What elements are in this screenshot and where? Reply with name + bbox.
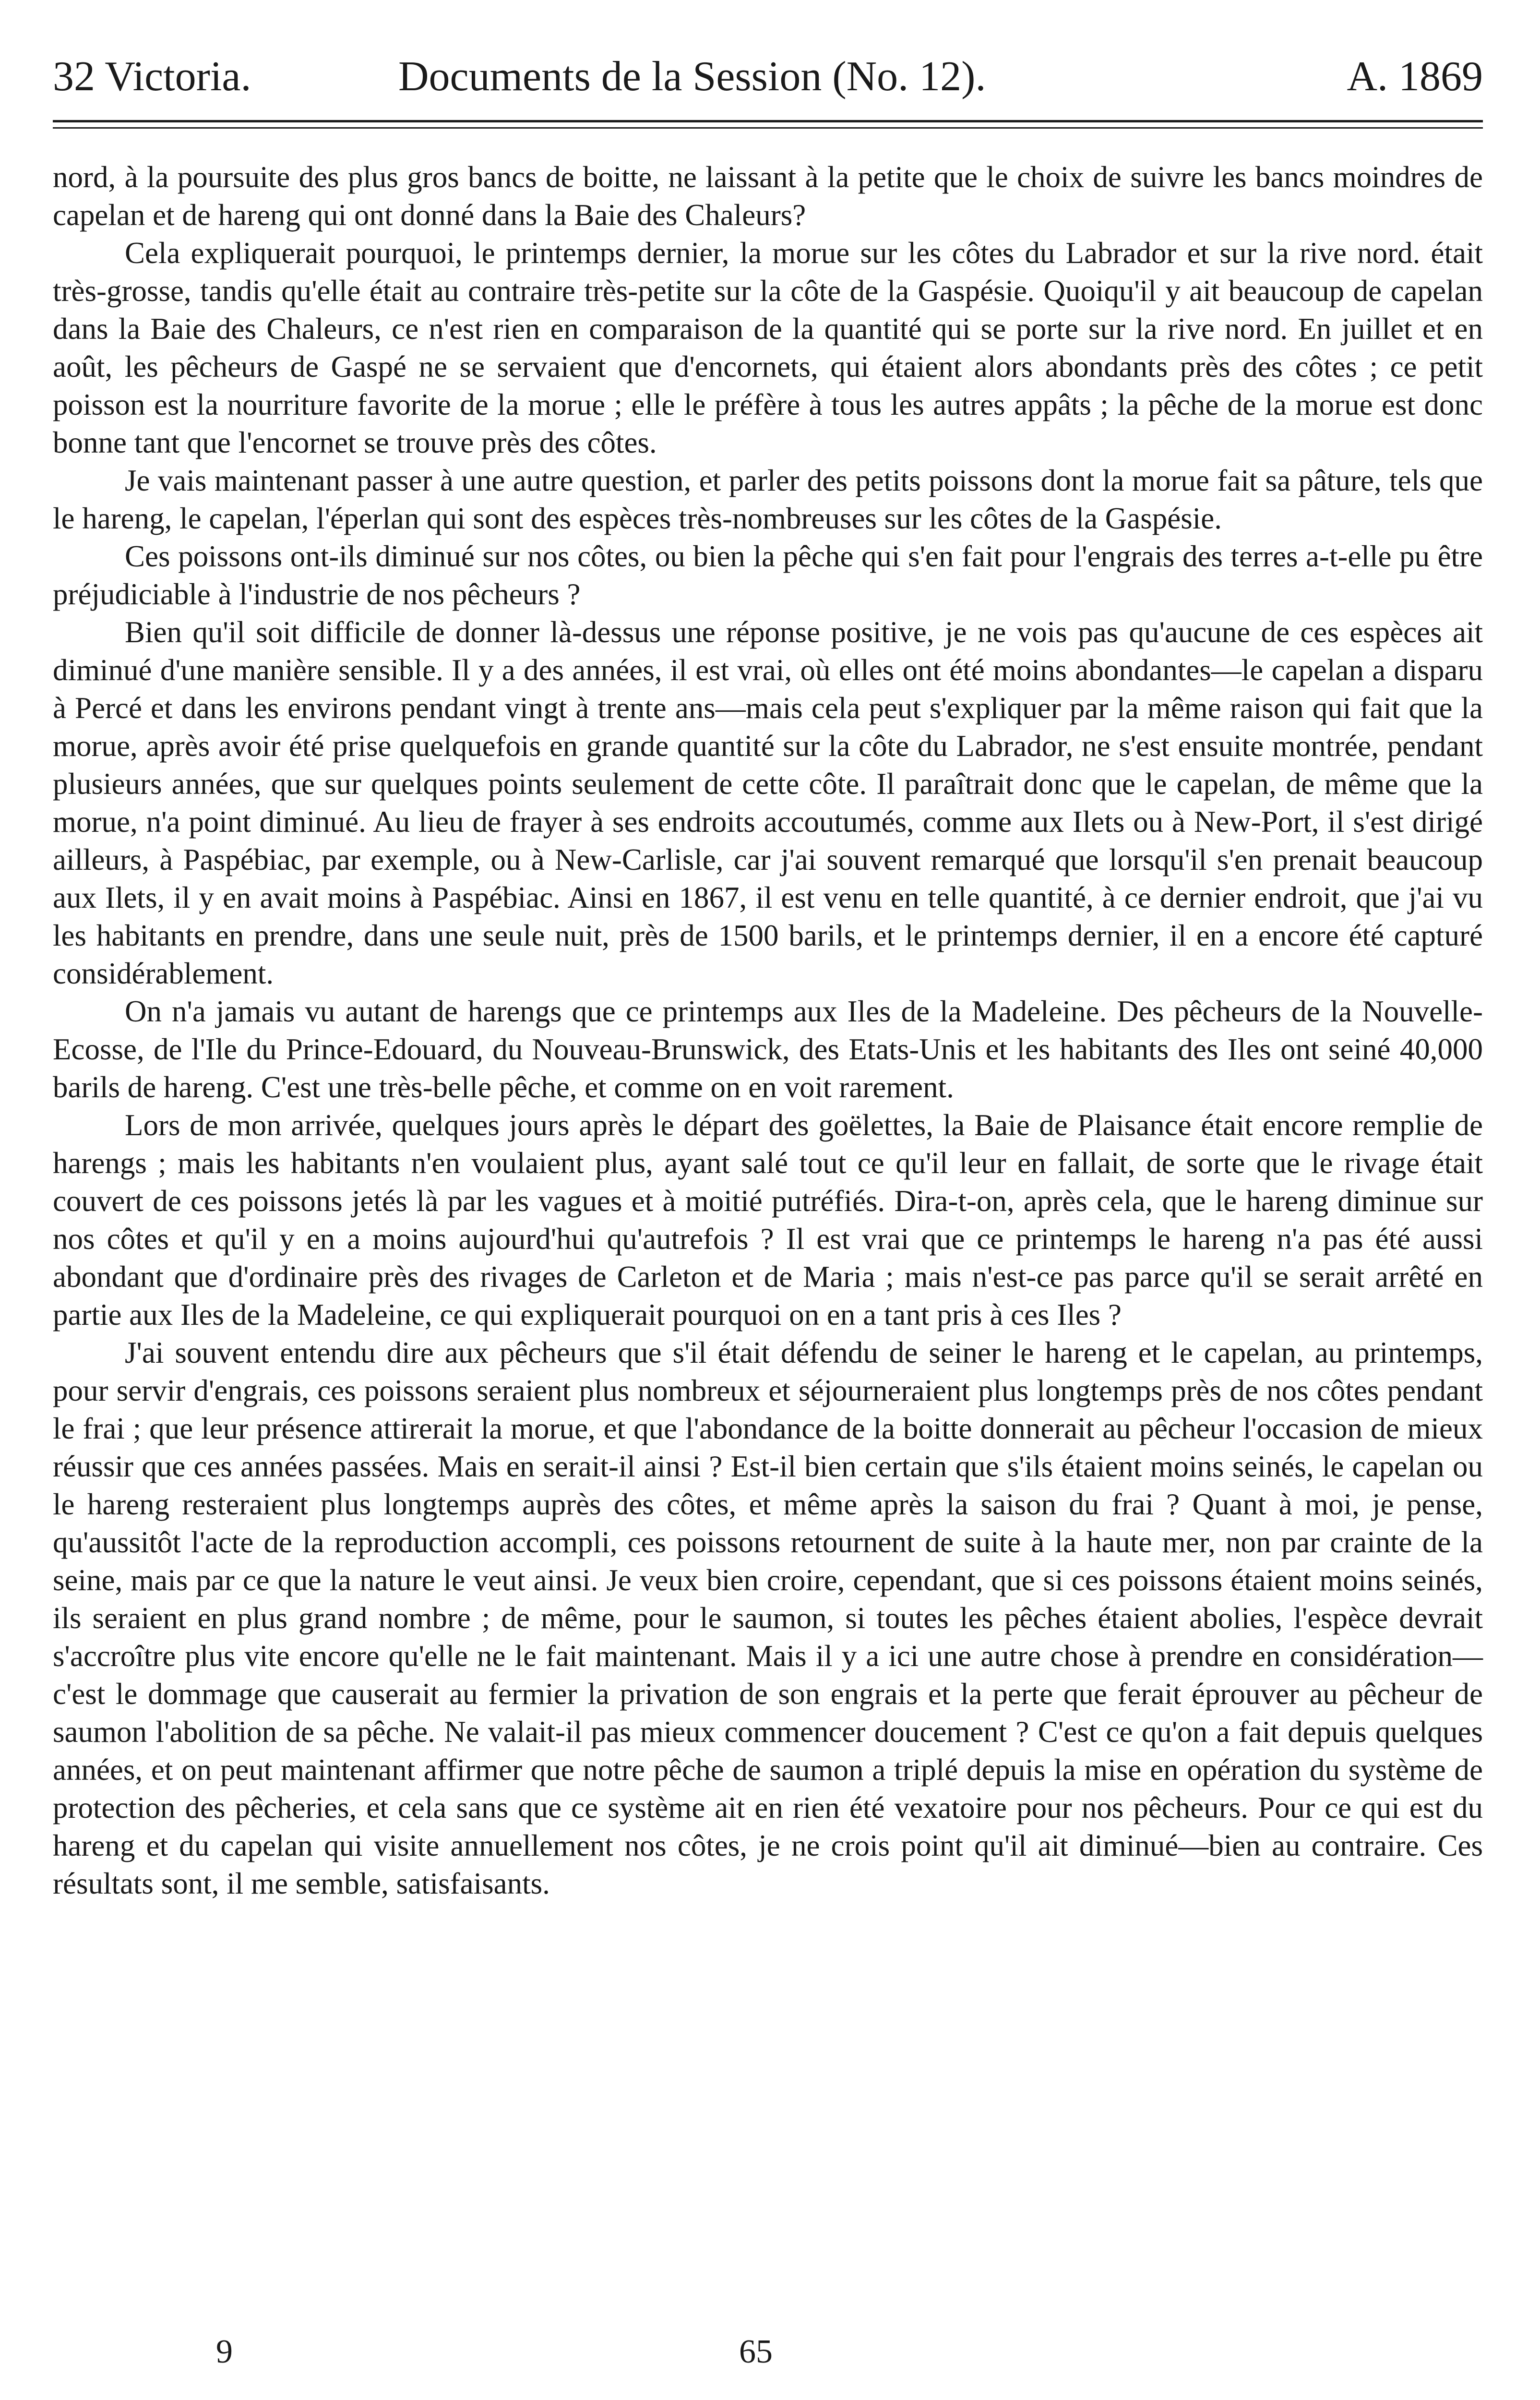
running-header xyxy=(53,48,1483,106)
page-footer xyxy=(53,2333,1483,2381)
paragraph: J'ai souvent entendu dire aux pêcheurs que s'il était défendu de seiner le hareng et le capelan, au printemps, pour servir d'engrais, ces poissons seraient plus nombreux et séjourneraient plus longtemps près de nos côtes pendant le frai ; que leur présence attirerait la morue, et que l'abondance de la boitte donnerait au pêcheur l'occasion de mieux réussir que ces années passées. Mais en serait-il ainsi ? Est-il bien certain que s'ils étaient moins seinés, le capelan ou le hareng resteraient plus longtemps auprès des côtes, et même après la saison du frai ? Quant à moi, je pense, qu'aussitôt l'acte de la reproduction accompli, ces poissons retournent de suite à la haute mer, non par crainte de la seine, mais par ce que la nature le veut ainsi. Je veux bien croire, cependant, que si ces poissons étaient moins seinés, ils seraient en plus grand nombre ; de même, pour le saumon, si toutes les pêches étaient abolies, l'espèce devrait s'accroître plus vite encore qu'elle ne le fait maintenant. Mais il y a ici une autre chose à prendre en considération—c'est le dommage que causerait au fermier la privation de son engrais et la perte que ferait éprouver au pêcheur de saumon l'abolition de sa pêche. Ne valait-il pas mieux commencer doucement ? C'est ce qu'on a fait depuis quelques années, et on peut maintenant affirmer que notre pêche de saumon a triplé depuis la mise en opération du système de protection des pêcheries, et cela sans que ce système ait en rien été vexatoire pour nos pêcheurs. Pour ce qui est du hareng et du capelan qui visite annuellement nos côtes, je ne crois point qu'il ait diminué—bien au contraire. Ces résultats sont, il me semble, satisfaisants. xyxy=(53,1336,1483,1900)
paragraph: Je vais maintenant passer à une autre question, et parler des petits poissons dont la morue fait sa pâture, tels que le hareng, le capelan, l'éperlan qui sont des espèces très-nombreuses sur les côtes de la Gaspésie. xyxy=(53,464,1483,535)
header-year: A. 1869 xyxy=(1347,53,1483,100)
document-page xyxy=(53,48,1483,2400)
header-rule-top xyxy=(53,120,1483,122)
paragraph: Cela expliquerait pourquoi, le printemps dernier, la morue sur les côtes du Labrador et sur la rive nord. était très-grosse, tandis qu'elle était au contraire très-petite sur la côte de la Gaspésie. Quoiqu'il y ait beaucoup de capelan dans la Baie des Chaleurs, ce n'est rien en comparaison de la quantité qui se porte sur la rive nord. En juillet et en août, les pêcheurs de Gaspé ne se servaient que d'encornets, qui étaient alors abondants près des côtes ; ce petit poisson est la nourriture favorite de la morue ; elle le préfère à tous les autres appâts ; la pêche de la morue est donc bonne tant que l'encornet se trouve près des côtes. xyxy=(53,236,1483,459)
paragraph: Ces poissons ont-ils diminué sur nos côtes, ou bien la pêche qui s'en fait pour l'engrais des terres a-t-elle pu être préjudiciable à l'industrie de nos pêcheurs ? xyxy=(53,540,1483,611)
page-number: 65 xyxy=(739,2333,773,2370)
paragraph: On n'a jamais vu autant de harengs que ce printemps aux Iles de la Madeleine. Des pêcheurs de la Nouvelle-Ecosse, de l'Ile du Prince-Edouard, du Nouveau-Brunswick, des Etats-Unis et les habitants des Iles ont seiné 40,000 barils de hareng. C'est une très-belle pêche, et comme on en voit rarement. xyxy=(53,995,1483,1104)
paragraph: Lors de mon arrivée, quelques jours après le départ des goëlettes, la Baie de Plaisance était encore remplie de harengs ; mais les habitants n'en voulaient plus, ayant salé tout ce qu'il leur en fallait, de sorte que le rivage était couvert de ces poissons jetés là par les vagues et à moitié putréfiés. Dira-t-on, après cela, que le hareng diminue sur nos côtes et qu'il y en a moins aujourd'hui qu'autrefois ? Il est vrai que ce printemps le hareng n'a pas été aussi abondant que d'ordinaire près des rivages de Carleton et de Maria ; mais n'est-ce pas parce qu'il se serait arrêté en partie aux Iles de la Madeleine, ce qui expliquerait pourquoi on en a tant pris à ces Iles ? xyxy=(53,1108,1483,1332)
paragraph: Bien qu'il soit difficile de donner là-dessus une réponse positive, je ne vois pas qu'aucune de ces espèces ait diminué d'une manière sensible. Il y a des années, il est vrai, où elles ont été moins abondantes—le capelan a disparu à Percé et dans les environs pendant vingt à trente ans—mais cela peut s'expliquer par la même raison qui fait que la morue, après avoir été prise quelquefois en grande quantité sur la côte du Labrador, ne s'est ensuite montrée, pendant plusieurs années, que sur quelques points seulement de cette côte. Il paraîtrait donc que le capelan, de même que la morue, n'a point diminué. Au lieu de frayer à ses endroits accoutumés, comme aux Ilets ou à New-Port, il s'est dirigé ailleurs, à Paspébiac, par exemple, ou à New-Carlisle, car j'ai souvent remarqué que lorsqu'il s'en prenait beaucoup aux Ilets, il y en avait moins à Paspébiac. Ainsi en 1867, il est venu en telle quantité, à ce dernier endroit, que j'ai vu les habitants en prendre, dans une seule nuit, près de 1500 barils, et le printemps dernier, il en a encore été capturé considérablement. xyxy=(53,615,1483,990)
signature-mark: 9 xyxy=(216,2333,233,2370)
header-double-rule xyxy=(53,120,1483,139)
header-rule-bottom xyxy=(53,127,1483,129)
header-volume: 32 Victoria. xyxy=(53,53,251,100)
paragraph: nord, à la poursuite des plus gros bancs de boitte, ne laissant à la petite que le choix de suivre les bancs moindres de capelan et de hareng qui ont donné dans la Baie des Chaleurs? xyxy=(53,160,1483,232)
body-text xyxy=(53,158,1483,1903)
header-title: Documents de la Session (No. 12). xyxy=(398,53,986,100)
